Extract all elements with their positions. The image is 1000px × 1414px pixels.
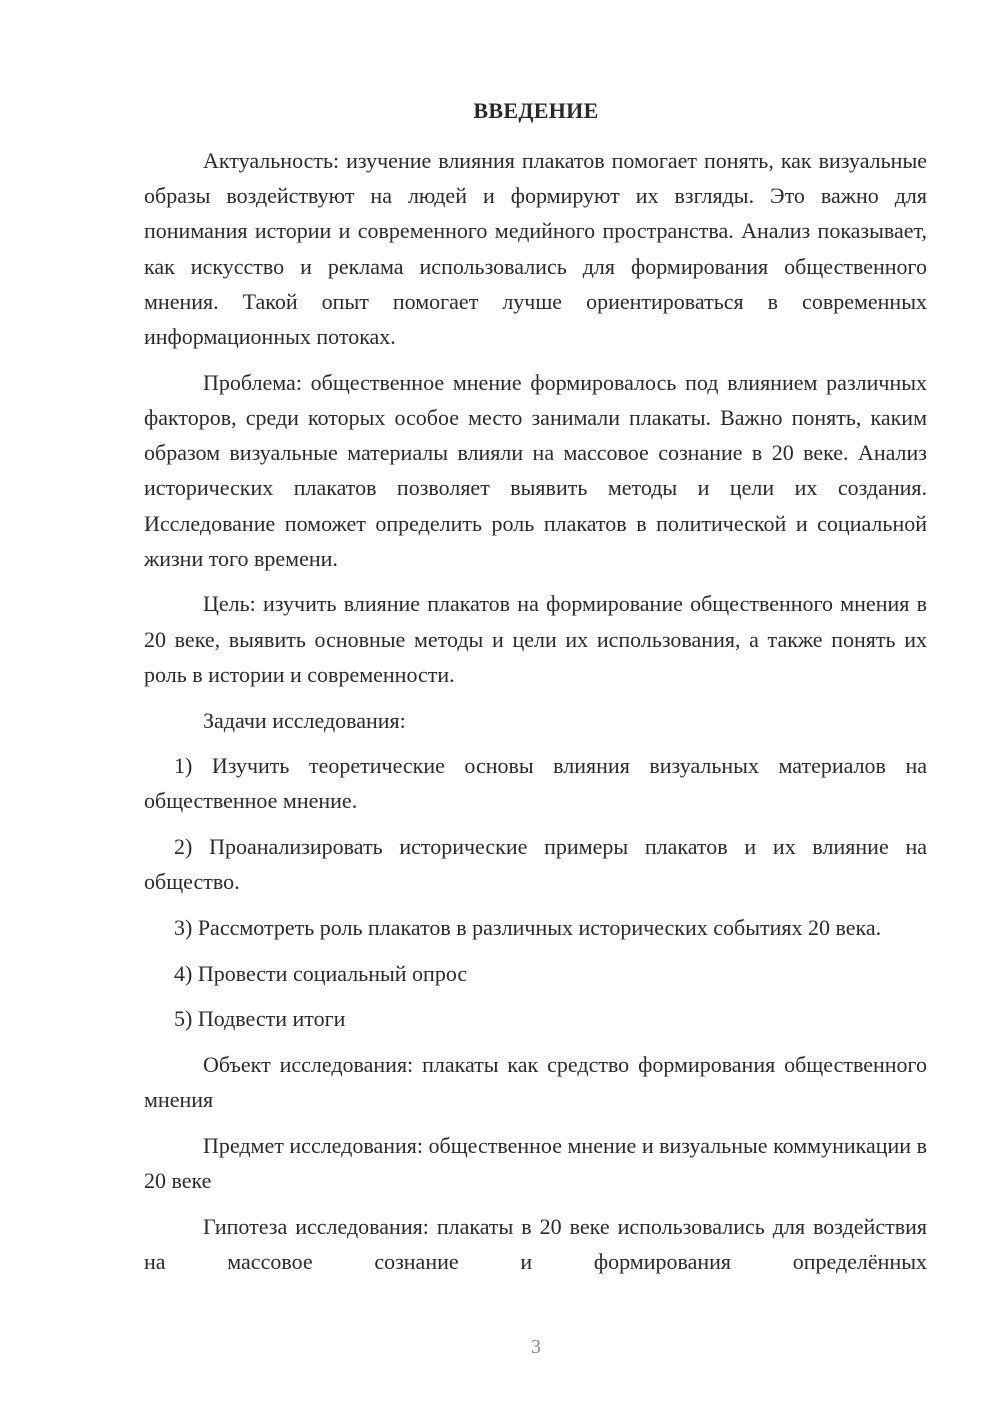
- relevance-paragraph: Актуальность: изучение влияния плакатов помогает понять, как визуальные образы воздействуют на людей и формируют их взгляды. Это важно для понимания истории и современного медийного пространства. Анализ показывает, как искусство и реклама использовались для формирования общественного мнения. Такой опыт помогает лучше ориентироваться в современных информационных потоках.: [144, 148, 927, 350]
- task-item-3: 3) Рассмотреть роль плакатов в различных исторических событиях 20 века.: [174, 915, 882, 941]
- task-item-1: 1) Изучить теоретические основы влияния визуальных материалов на общественное мнение.: [144, 753, 927, 814]
- task-item-2: 2) Проанализировать исторические примеры плакатов и их влияние на общество.: [144, 834, 927, 895]
- page-number: 3: [531, 1336, 541, 1358]
- document-body: [144, 143, 927, 1290]
- problem-paragraph: Проблема: общественное мнение формировалось под влиянием различных факторов, среди которых особое место занимали плакаты. Важно понять, каким образом визуальные материалы влияли на массовое сознание в 20 веке. Анализ исторических плакатов позволяет выявить методы и цели их создания. Исследование поможет определить роль плакатов в политической и социальной жизни того времени.: [144, 369, 927, 571]
- hypothesis-paragraph: Гипотеза исследования: плакаты в 20 веке использовались для воздействия на массовое сознание и формирования определённых: [144, 1213, 927, 1275]
- task-item-4: 4) Провести социальный опрос: [174, 960, 468, 986]
- task-item-5: 5) Подвести итоги: [174, 1006, 346, 1032]
- object-paragraph: Объект исследования: плакаты как средство формирования общественного мнения: [144, 1052, 927, 1113]
- page-title: ВВЕДЕНИЕ: [473, 98, 599, 123]
- tasks-heading: Задачи исследования:: [203, 707, 406, 733]
- goal-paragraph: Цель: изучить влияние плакатов на формирование общественного мнения в 20 веке, выявить основные методы и цели их использования, а также понять их роль в истории и современности.: [144, 591, 927, 687]
- subject-paragraph: Предмет исследования: общественное мнение и визуальные коммуникации в 20 веке: [144, 1133, 927, 1194]
